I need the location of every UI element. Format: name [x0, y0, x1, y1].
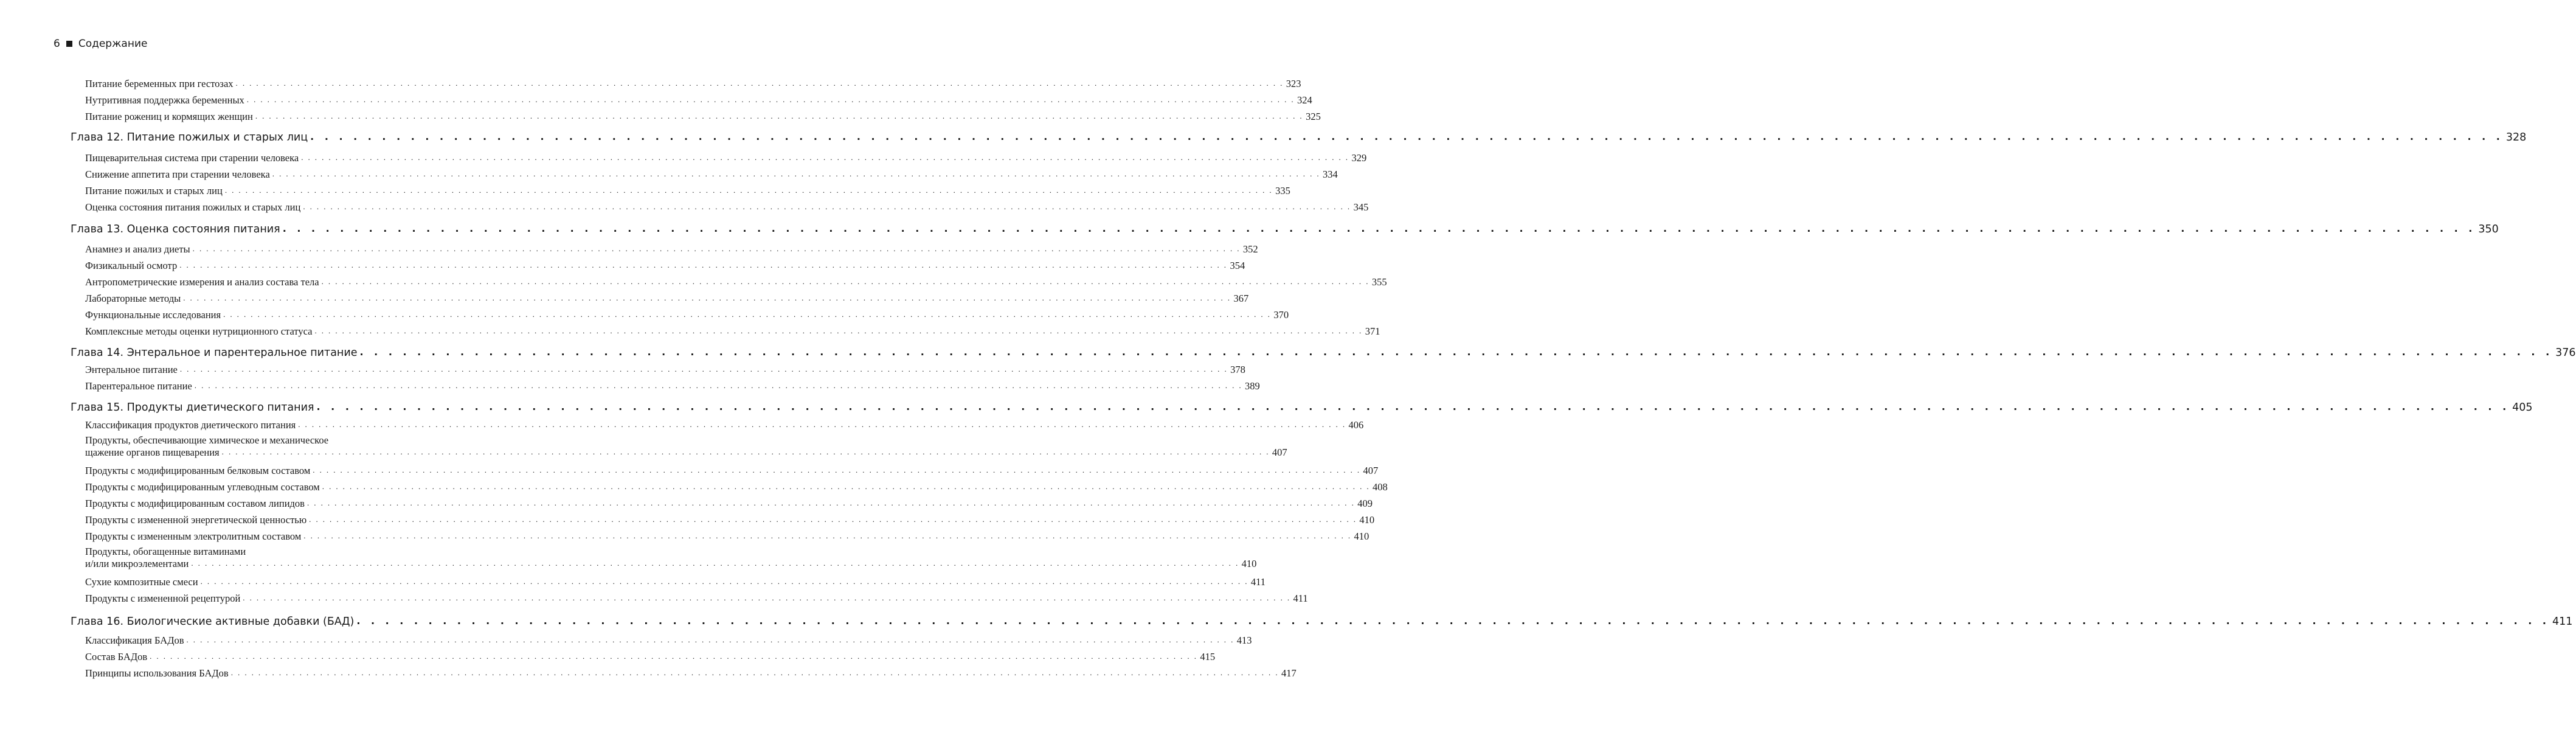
toc-chapter-page: 350: [2478, 223, 2499, 235]
toc-entry: [85, 481, 1388, 493]
toc-entry-page: 407: [1272, 447, 1287, 458]
toc-entry: [85, 514, 1375, 526]
toc-chapter-title: Глава 13. Оценка состояния питания: [71, 223, 280, 235]
toc-entry: [85, 260, 1245, 272]
dot-leader: . . . . . . . . . . . . . . . . . . . . . . . . . . . . . . . . . . . . . . . . . . . . . . . . . . . . . . . . . . . . . . . . . . . . . . . . . . . . . . . . . . . . . . . . . . . . . . . . . . . . . . . . . . . . . . . . . . . . . . . . . . . . . . . . . . . . . . . . . . . . . . . . . . . . . . . . .: [272, 169, 1321, 178]
toc-entry-page: 410: [1354, 530, 1369, 542]
page-number: 6: [54, 38, 60, 50]
toc-entry-page: 354: [1230, 260, 1245, 271]
toc-entry-title: Нутритивная поддержка беременных: [85, 94, 244, 106]
toc-entry-title: Классификация БАДов: [85, 634, 184, 646]
toc-entry: [85, 364, 1245, 376]
toc-entry-title: Анамнез и анализ диеты: [85, 243, 190, 255]
toc-chapter-title: Глава 15. Продукты диетического питания: [71, 401, 314, 414]
toc-entry-row: [85, 558, 1257, 570]
toc-entry: [85, 78, 1301, 90]
toc-entry-title: Энтеральное питание: [85, 364, 178, 375]
toc-entry: [85, 152, 1367, 164]
toc-entry: [85, 185, 1290, 197]
dot-leader: . . . . . . . . . . . . . . . . . . . . . . . . . . . . . . . . . . . . . . . . . . . . . . . . . . . . . . . . . . . . . . . . . . . . . . . . . . . . . . . . . . . . . . . . . . . . . . . . . . . . . . . . . . . . . . . . . . . . . . . . . . . . . . . . . . . . . . . . . . . . . . . . . . . . . . . . .: [322, 482, 1371, 491]
dot-leader: . . . . . . . . . . . . . . . . . . . . . . . . . . . . . . . . . . . . . . . . . . . . . . . . . . . . . . . . . . . . . . . . . . . . . . . . . . . . . . . . . . . . . . . . . . . . . . . . . . . . . . . . . . . . . . . . . . . . . . . . . . . . . . . . . . . . . . . . . . . . . . . . . . . . . . . . .: [179, 260, 1228, 269]
toc-entry-title: Питание пожилых и старых лиц: [85, 185, 223, 196]
toc-entry-page: 378: [1230, 364, 1245, 375]
toc-entry-title-line1: Продукты, обеспечивающие химическое и механическое: [85, 434, 329, 446]
toc-entry-page: 355: [1371, 276, 1387, 288]
dot-leader: . . . . . . . . . . . . . . . . . . . . . . . . . . . . . . . . . . . . . . . . . . . . . . . . . . . . . . . . . . . . . . . . . . . . . . . . . . . . . . . . . . . . . . . . . . . . . . . . . . . . . . . . . . . . . . . . . . . . . . . . . . . . . . . . . . . . . . . . . . . . . . . . . . . . . . . . .: [223, 310, 1272, 319]
toc-entry-page: 334: [1323, 169, 1338, 180]
toc-entry-page: 410: [1359, 514, 1375, 526]
dot-leader: . . . . . . . . . . . . . . . . . . . . . . . . . . . . . . . . . . . . . . . . . . . . . . . . . . . . . . . . . . . . . . . . . . . . . . . . . . . . . . . . . . . . . . . . . . . . . . . . . . . . . . . . . . . . . . . . . . . . . . . . . . . . . . . . . . . . . . . . . . . . . . . . . . . . . . . . .: [186, 635, 1234, 644]
toc-entry-title: Антропометрические измерения и анализ состава тела: [85, 276, 319, 288]
toc-entry: [85, 293, 1249, 305]
toc-entry-title: Парентеральное питание: [85, 380, 192, 392]
toc-entry-page: 335: [1275, 185, 1290, 196]
toc-entry: [85, 634, 1252, 647]
toc-chapter-title: Глава 14. Энтеральное и парентеральное питание: [71, 347, 358, 359]
toc-entry: [85, 465, 1379, 477]
dot-leader: . . . . . . . . . . . . . . . . . . . . . . . . . . . . . . . . . . . . . . . . . . . . . . . . . . . . . . . . . . . . . . . . . . . . . . . . . . . . . . . . . . . . . . . . . . . . . . . . . . . . . . . . . . . . . . . . . . . . . . . . . . . . . . . . . . . . . . . . . . . . . . . . . . . . . . . . .: [282, 223, 2476, 234]
toc-entry-title: Продукты с модифицированным составом липидов: [85, 498, 305, 509]
toc-entry-page: 329: [1351, 152, 1367, 164]
toc-chapter: [71, 615, 2573, 628]
toc-entry-title: Сухие композитные смеси: [85, 576, 198, 588]
toc-entry-title: Комплексные методы оценки нутриционного статуса: [85, 325, 313, 337]
toc-entry-title: Продукты с измененным электролитным составом: [85, 530, 302, 542]
toc-entry-page: 411: [1293, 593, 1308, 604]
toc-entry-page: 324: [1297, 94, 1312, 106]
toc-entry-title: Пищеварительная система при старении человека: [85, 152, 299, 164]
toc-entry-title-line2: и/или микроэлементами: [85, 558, 189, 569]
toc-entry-page: 367: [1233, 293, 1249, 304]
toc-entry-title: Оценка состояния питания пожилых и старых лиц: [85, 201, 301, 213]
toc-entry-title: Классификация продуктов диетического питания: [85, 419, 296, 431]
toc-entry-page: 371: [1365, 325, 1380, 337]
toc-entry-title: Лабораторные методы: [85, 293, 181, 304]
dot-leader: . . . . . . . . . . . . . . . . . . . . . . . . . . . . . . . . . . . . . . . . . . . . . . . . . . . . . . . . . . . . . . . . . . . . . . . . . . . . . . . . . . . . . . . . . . . . . . . . . . . . . . . . . . . . . . . . . . . . . . . . . . . . . . . . . . . . . . . . . . . . . . . . . . . . . . . . .: [309, 515, 1357, 524]
toc-entry: [85, 380, 1260, 392]
dot-leader: . . . . . . . . . . . . . . . . . . . . . . . . . . . . . . . . . . . . . . . . . . . . . . . . . . . . . . . . . . . . . . . . . . . . . . . . . . . . . . . . . . . . . . . . . . . . . . . . . . . . . . . . . . . . . . . . . . . . . . . . . . . . . . . . . . . . . . . . . . . . . . . . . . . . . . . . .: [356, 615, 2550, 627]
toc-entry-title: Продукты с модифицированным белковым составом: [85, 465, 311, 476]
toc-entry-page: 407: [1363, 465, 1379, 476]
toc-entry-page: 413: [1236, 634, 1252, 646]
toc-chapter-page: 328: [2505, 131, 2527, 144]
toc-entry-page: 415: [1200, 651, 1216, 662]
toc-entry: [85, 546, 1257, 570]
toc-chapter-title: Глава 12. Питание пожилых и старых лиц: [71, 131, 308, 144]
dot-leader: . . . . . . . . . . . . . . . . . . . . . . . . . . . . . . . . . . . . . . . . . . . . . . . . . . . . . . . . . . . . . . . . . . . . . . . . . . . . . . . . . . . . . . . . . . . . . . . . . . . . . . . . . . . . . . . . . . . . . . . . . . . . . . . . . . . . . . . . . . . . . . . . . . . . . . . . .: [200, 577, 1248, 586]
toc-entry: [85, 309, 1289, 321]
toc-entry-page: 409: [1357, 498, 1373, 509]
dot-leader: . . . . . . . . . . . . . . . . . . . . . . . . . . . . . . . . . . . . . . . . . . . . . . . . . . . . . . . . . . . . . . . . . . . . . . . . . . . . . . . . . . . . . . . . . . . . . . . . . . . . . . . . . . . . . . . . . . . . . . . . . . . . . . . . . . . . . . . . . . . . . . . . . . . . . . . . .: [194, 381, 1243, 390]
toc-entry-title: Питание рожениц и кормящих женщин: [85, 111, 253, 122]
toc-entry-page: 408: [1373, 481, 1388, 493]
toc-entry-title: Функциональные исследования: [85, 309, 221, 321]
dot-leader: . . . . . . . . . . . . . . . . . . . . . . . . . . . . . . . . . . . . . . . . . . . . . . . . . . . . . . . . . . . . . . . . . . . . . . . . . . . . . . . . . . . . . . . . . . . . . . . . . . . . . . . . . . . . . . . . . . . . . . . . . . . . . . . . . . . . . . . . . . . . . . . . . . . . . . . . .: [191, 558, 1239, 568]
toc-chapter: [71, 223, 2499, 235]
dot-leader: . . . . . . . . . . . . . . . . . . . . . . . . . . . . . . . . . . . . . . . . . . . . . . . . . . . . . . . . . . . . . . . . . . . . . . . . . . . . . . . . . . . . . . . . . . . . . . . . . . . . . . . . . . . . . . . . . . . . . . . . . . . . . . . . . . . . . . . . . . . . . . . . . . . . . . . . .: [150, 652, 1198, 661]
toc-entry-title: Снижение аппетита при старении человека: [85, 169, 270, 180]
toc-entry-title: Принципы использования БАДов: [85, 667, 229, 679]
toc-entry: [85, 419, 1364, 431]
dot-leader: . . . . . . . . . . . . . . . . . . . . . . . . . . . . . . . . . . . . . . . . . . . . . . . . . . . . . . . . . . . . . . . . . . . . . . . . . . . . . . . . . . . . . . . . . . . . . . . . . . . . . . . . . . . . . . . . . . . . . . . . . . . . . . . . . . . . . . . . . . . . . . . . . . . . . . . . .: [303, 202, 1351, 211]
toc-entry-title-line1: Продукты, обогащенные витаминами: [85, 546, 246, 557]
toc-entry-page: 406: [1348, 419, 1364, 431]
dot-leader: . . . . . . . . . . . . . . . . . . . . . . . . . . . . . . . . . . . . . . . . . . . . . . . . . . . . . . . . . . . . . . . . . . . . . . . . . . . . . . . . . . . . . . . . . . . . . . . . . . . . . . . . . . . . . . . . . . . . . . . . . . . . . . . . . . . . . . . . . . . . . . . . . . . . . . . . .: [192, 244, 1241, 253]
toc-entry-page: 370: [1273, 309, 1289, 321]
dot-leader: . . . . . . . . . . . . . . . . . . . . . . . . . . . . . . . . . . . . . . . . . . . . . . . . . . . . . . . . . . . . . . . . . . . . . . . . . . . . . . . . . . . . . . . . . . . . . . . . . . . . . . . . . . . . . . . . . . . . . . . . . . . . . . . . . . . . . . . . . . . . . . . . . . . . . . . . .: [235, 78, 1284, 88]
toc-entry-page: 389: [1245, 380, 1260, 392]
dot-leader: . . . . . . . . . . . . . . . . . . . . . . . . . . . . . . . . . . . . . . . . . . . . . . . . . . . . . . . . . . . . . . . . . . . . . . . . . . . . . . . . . . . . . . . . . . . . . . . . . . . . . . . . . . . . . . . . . . . . . . . . . . . . . . . . . . . . . . . . . . . . . . . . . . . . . . . . .: [224, 186, 1273, 195]
toc-entry: [85, 498, 1373, 510]
toc-chapter-page: 405: [2512, 401, 2533, 414]
toc-entry-title-line2: щажение органов пищеварения: [85, 447, 220, 458]
toc-entry: [85, 325, 1380, 338]
toc-entry: [85, 576, 1265, 588]
toc-entry-title: Продукты с измененной энергетической ценностью: [85, 514, 307, 526]
dot-leader: . . . . . . . . . . . . . . . . . . . . . . . . . . . . . . . . . . . . . . . . . . . . . . . . . . . . . . . . . . . . . . . . . . . . . . . . . . . . . . . . . . . . . . . . . . . . . . . . . . . . . . . . . . . . . . . . . . . . . . . . . . . . . . . . . . . . . . . . . . . . . . . . . . . . . . . . .: [298, 420, 1346, 429]
toc-entry-page: 410: [1241, 558, 1257, 569]
toc-entry: [85, 243, 1258, 255]
toc-entry: [85, 434, 1287, 459]
toc-entry: [85, 94, 1312, 106]
toc-entry-page: 352: [1242, 243, 1258, 255]
toc-entry-title: Продукты с измененной рецептурой: [85, 593, 241, 604]
toc-entry-page: 323: [1286, 78, 1301, 89]
toc-entry: [85, 593, 1308, 605]
toc-entry-title: Питание беременных при гестозах: [85, 78, 234, 89]
toc-entry: [85, 169, 1338, 181]
toc-entry-page: 411: [1250, 576, 1265, 588]
dot-leader: . . . . . . . . . . . . . . . . . . . . . . . . . . . . . . . . . . . . . . . . . . . . . . . . . . . . . . . . . . . . . . . . . . . . . . . . . . . . . . . . . . . . . . . . . . . . . . . . . . . . . . . . . . . . . . . . . . . . . . . . . . . . . . . . . . . . . . . . . . . . . . . . . . . . . . . . .: [306, 498, 1356, 507]
dot-leader: . . . . . . . . . . . . . . . . . . . . . . . . . . . . . . . . . . . . . . . . . . . . . . . . . . . . . . . . . . . . . . . . . . . . . . . . . . . . . . . . . . . . . . . . . . . . . . . . . . . . . . . . . . . . . . . . . . . . . . . . . . . . . . . . . . . . . . . . . . . . . . . . . . . . . . . . .: [221, 447, 1270, 456]
toc-entry-row: [85, 447, 1287, 459]
dot-leader: . . . . . . . . . . . . . . . . . . . . . . . . . . . . . . . . . . . . . . . . . . . . . . . . . . . . . . . . . . . . . . . . . . . . . . . . . . . . . . . . . . . . . . . . . . . . . . . . . . . . . . . . . . . . . . . . . . . . . . . . . . . . . . . . . . . . . . . . . . . . . . . . . . . . . . . . .: [321, 277, 1369, 286]
toc-chapter: [71, 131, 2527, 144]
dot-leader: . . . . . . . . . . . . . . . . . . . . . . . . . . . . . . . . . . . . . . . . . . . . . . . . . . . . . . . . . . . . . . . . . . . . . . . . . . . . . . . . . . . . . . . . . . . . . . . . . . . . . . . . . . . . . . . . . . . . . . . . . . . . . . . . . . . . . . . . . . . . . . . . . . . . . . . . .: [303, 531, 1352, 540]
toc-chapter-title: Глава 16. Биологические активные добавки (БАД): [71, 616, 355, 628]
toc-entry: [85, 276, 1387, 288]
dot-leader: . . . . . . . . . . . . . . . . . . . . . . . . . . . . . . . . . . . . . . . . . . . . . . . . . . . . . . . . . . . . . . . . . . . . . . . . . . . . . . . . . . . . . . . . . . . . . . . . . . . . . . . . . . . . . . . . . . . . . . . . . . . . . . . . . . . . . . . . . . . . . . . . . . . . . . . . .: [246, 95, 1295, 104]
toc-chapter: [71, 346, 2576, 359]
toc-chapter-page: 376: [2555, 347, 2576, 359]
toc-entry-title: Продукты с модифицированным углеводным составом: [85, 481, 320, 493]
toc-chapter-page: 411: [2552, 616, 2573, 628]
dot-leader: . . . . . . . . . . . . . . . . . . . . . . . . . . . . . . . . . . . . . . . . . . . . . . . . . . . . . . . . . . . . . . . . . . . . . . . . . . . . . . . . . . . . . . . . . . . . . . . . . . . . . . . . . . . . . . . . . . . . . . . . . . . . . . . . . . . . . . . . . . . . . . . . . . . . . . . . .: [255, 111, 1304, 120]
toc-entry: [85, 111, 1321, 123]
dot-leader: . . . . . . . . . . . . . . . . . . . . . . . . . . . . . . . . . . . . . . . . . . . . . . . . . . . . . . . . . . . . . . . . . . . . . . . . . . . . . . . . . . . . . . . . . . . . . . . . . . . . . . . . . . . . . . . . . . . . . . . . . . . . . . . . . . . . . . . . . . . . . . . . . . . . . . . . .: [301, 153, 1349, 162]
dot-leader: . . . . . . . . . . . . . . . . . . . . . . . . . . . . . . . . . . . . . . . . . . . . . . . . . . . . . . . . . . . . . . . . . . . . . . . . . . . . . . . . . . . . . . . . . . . . . . . . . . . . . . . . . . . . . . . . . . . . . . . . . . . . . . . . . . . . . . . . . . . . . . . . . . . . . . . . .: [313, 465, 1361, 474]
toc-entry: [85, 667, 1297, 680]
toc-entry-page: 417: [1281, 667, 1297, 679]
dot-leader: . . . . . . . . . . . . . . . . . . . . . . . . . . . . . . . . . . . . . . . . . . . . . . . . . . . . . . . . . . . . . . . . . . . . . . . . . . . . . . . . . . . . . . . . . . . . . . . . . . . . . . . . . . . . . . . . . . . . . . . . . . . . . . . . . . . . . . . . . . . . . . . . . . . . . . . . .: [316, 401, 2510, 412]
dot-leader: . . . . . . . . . . . . . . . . . . . . . . . . . . . . . . . . . . . . . . . . . . . . . . . . . . . . . . . . . . . . . . . . . . . . . . . . . . . . . . . . . . . . . . . . . . . . . . . . . . . . . . . . . . . . . . . . . . . . . . . . . . . . . . . . . . . . . . . . . . . . . . . . . . . . . . . . .: [310, 131, 2504, 142]
toc-entry-page: 325: [1306, 111, 1321, 122]
toc-entry-title: Физикальный осмотр: [85, 260, 178, 271]
toc-entry-page: 345: [1353, 201, 1369, 213]
toc-entry: [85, 530, 1369, 543]
running-head-title: Содержание: [78, 38, 148, 50]
dot-leader: . . . . . . . . . . . . . . . . . . . . . . . . . . . . . . . . . . . . . . . . . . . . . . . . . . . . . . . . . . . . . . . . . . . . . . . . . . . . . . . . . . . . . . . . . . . . . . . . . . . . . . . . . . . . . . . . . . . . . . . . . . . . . . . . . . . . . . . . . . . . . . . . . . . . . . . . .: [243, 593, 1291, 602]
toc-entry: [85, 651, 1216, 663]
dot-leader: . . . . . . . . . . . . . . . . . . . . . . . . . . . . . . . . . . . . . . . . . . . . . . . . . . . . . . . . . . . . . . . . . . . . . . . . . . . . . . . . . . . . . . . . . . . . . . . . . . . . . . . . . . . . . . . . . . . . . . . . . . . . . . . . . . . . . . . . . . . . . . . . . . . . . . . . .: [314, 326, 1363, 335]
toc-entry: [85, 201, 1369, 214]
toc-chapter: [71, 401, 2533, 414]
toc-entry-title: Состав БАДов: [85, 651, 148, 662]
dot-leader: . . . . . . . . . . . . . . . . . . . . . . . . . . . . . . . . . . . . . . . . . . . . . . . . . . . . . . . . . . . . . . . . . . . . . . . . . . . . . . . . . . . . . . . . . . . . . . . . . . . . . . . . . . . . . . . . . . . . . . . . . . . . . . . . . . . . . . . . . . . . . . . . . . . . . . . . .: [230, 668, 1279, 677]
dot-leader: . . . . . . . . . . . . . . . . . . . . . . . . . . . . . . . . . . . . . . . . . . . . . . . . . . . . . . . . . . . . . . . . . . . . . . . . . . . . . . . . . . . . . . . . . . . . . . . . . . . . . . . . . . . . . . . . . . . . . . . . . . . . . . . . . . . . . . . . . . . . . . . . . . . . . . . . .: [359, 346, 2553, 358]
dot-leader: . . . . . . . . . . . . . . . . . . . . . . . . . . . . . . . . . . . . . . . . . . . . . . . . . . . . . . . . . . . . . . . . . . . . . . . . . . . . . . . . . . . . . . . . . . . . . . . . . . . . . . . . . . . . . . . . . . . . . . . . . . . . . . . . . . . . . . . . . . . . . . . . . . . . . . . . .: [179, 364, 1228, 374]
dot-leader: . . . . . . . . . . . . . . . . . . . . . . . . . . . . . . . . . . . . . . . . . . . . . . . . . . . . . . . . . . . . . . . . . . . . . . . . . . . . . . . . . . . . . . . . . . . . . . . . . . . . . . . . . . . . . . . . . . . . . . . . . . . . . . . . . . . . . . . . . . . . . . . . . . . . . . . . .: [183, 293, 1231, 302]
